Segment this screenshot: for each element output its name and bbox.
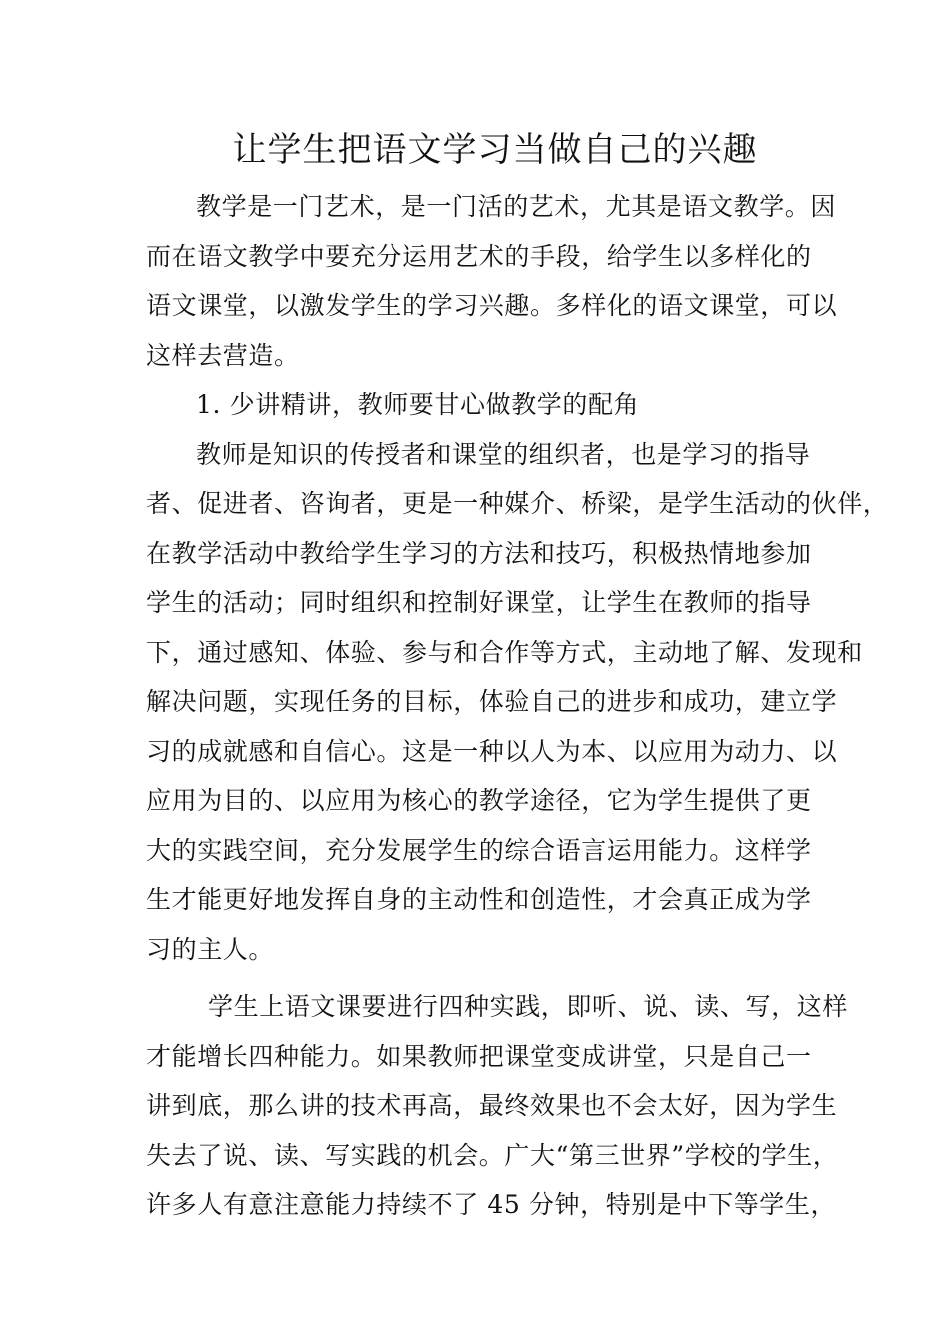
paragraph-line: 而在语文教学中要充分运用艺术的手段，给学生以多样化的 [146, 241, 812, 271]
paragraph-line: 大的实践空间，充分发展学生的综合语言运用能力。这样学 [146, 835, 812, 865]
paragraph-line: 解决问题，实现任务的目标，体验自己的进步和成功，建立学 [146, 687, 838, 716]
paragraph-line: 生才能更好地发挥自身的主动性和创造性，才会真正成为学 [146, 885, 812, 914]
document-body [146, 182, 889, 1230]
paragraph-line: 教师是知识的传授者和课堂的组织者，也是学习的指导 [196, 439, 811, 469]
paragraph-line: 讲到底，那么讲的技术再高，最终效果也不会太好，因为学生 [146, 1091, 838, 1120]
paragraph-line: 在教学活动中教给学生学习的方法和技巧，积极热情地参加 [146, 538, 812, 568]
paragraph-line: 教学是一门艺术，是一门活的艺术，尤其是语文教学。因 [196, 192, 837, 221]
paragraph-line: 下，通过感知、体验、参与和合作等方式，主动地了解、发现和 [146, 637, 863, 667]
paragraph-line: 才能增长四种能力。如果教师把课堂变成讲堂，只是自己一 [146, 1041, 812, 1071]
paragraph-line: 这样去营造。 [146, 340, 300, 370]
paragraph-gap [146, 974, 820, 982]
paragraph-line: 学生上语文课要进行四种实践，即听、说、读、写，这样 [208, 992, 849, 1021]
paragraph-line: 学生的活动；同时组织和控制好课堂，让学生在教师的指导 [146, 588, 812, 617]
paragraph-line: 失去了说、读、写实践的机会。广大“第三世界”学校的学生， [146, 1140, 839, 1170]
paragraph-line: 者、促进者、咨询者，更是一种媒介、桥梁，是学生活动的伙伴， [146, 489, 889, 518]
section-heading: 1. 少讲精讲，教师要甘心做教学的配角 [196, 390, 640, 419]
document-title: 让学生把语文学习当做自己的兴趣 [232, 130, 758, 170]
paragraph-line: 语文课堂，以激发学生的学习兴趣。多样化的语文课堂，可以 [146, 291, 838, 320]
paragraph-line: 应用为目的、以应用为核心的教学途径，它为学生提供了更 [146, 786, 812, 815]
paragraph-line: 习的主人。 [146, 934, 275, 964]
paragraph-line: 许多人有意注意能力持续不了 45 分钟，特别是中下等学生， [146, 1190, 837, 1219]
paragraph-line: 习的成就感和自信心。这是一种以人为本、以应用为动力、以 [146, 736, 838, 766]
